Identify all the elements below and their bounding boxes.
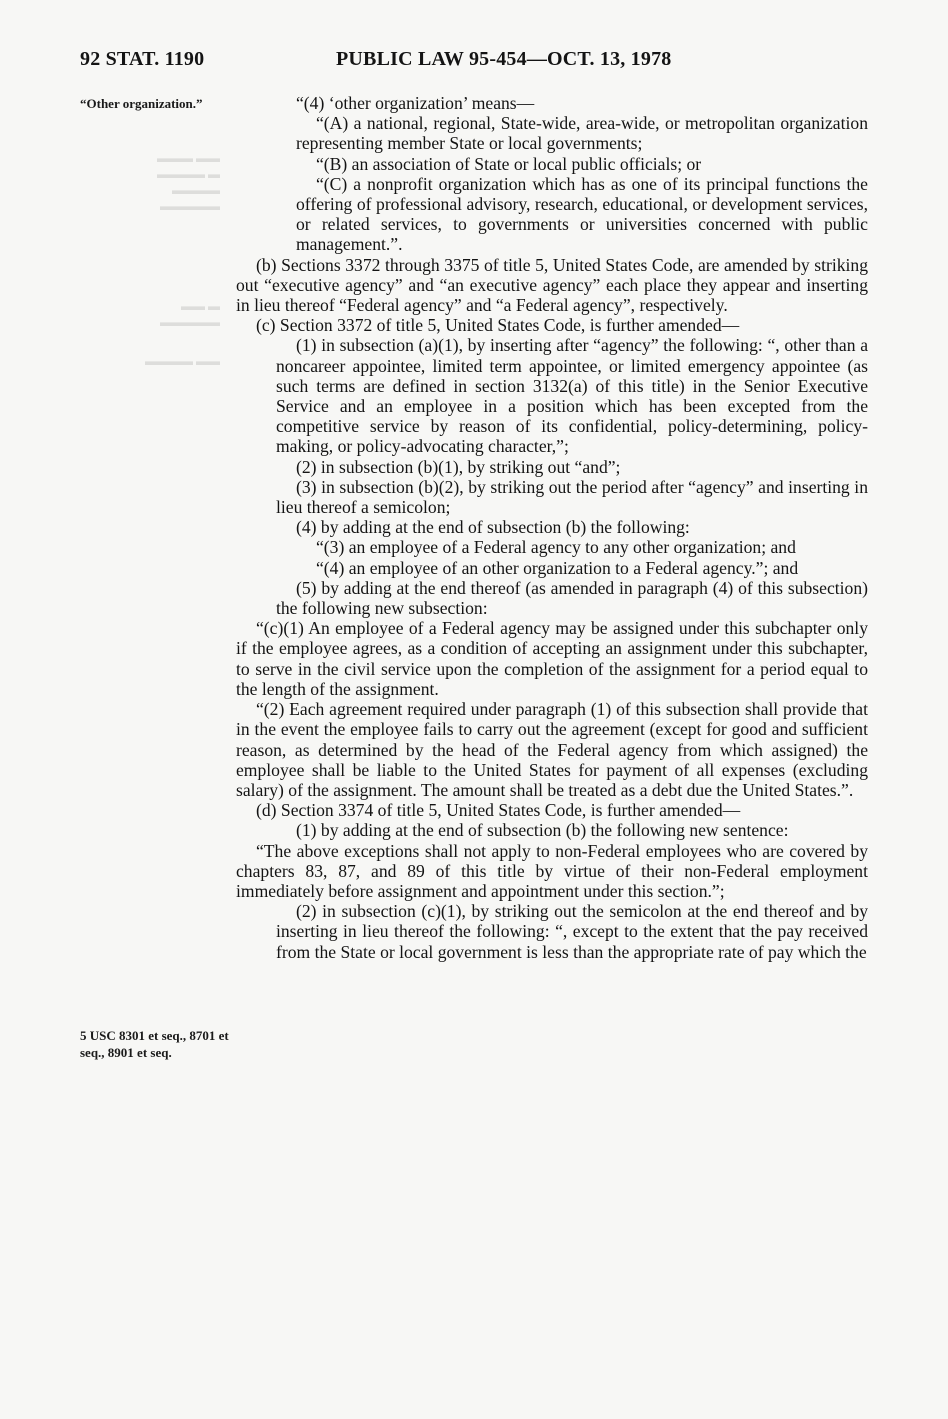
body-paragraph: (1) by adding at the end of subsection (b) the following new sentence:: [296, 820, 789, 841]
margin-note-usc-text: 5 USC 8301 et seq., 8701 et seq., 8901 et seq.: [80, 1028, 229, 1060]
body-paragraph: “(4) an employee of an other organization to a Federal agency.”; and: [316, 557, 799, 578]
body-paragraph: (4) by adding at the end of subsection (b) the following:: [296, 517, 690, 538]
statute-page-number: 92 STAT. 1190: [80, 48, 205, 70]
bleed-through-marks: ▬▬▬ ▬▬ ▬▬▬▬ ▬ ▬▬▬▬ ▬▬▬▬▬: [157, 151, 220, 213]
body-paragraph: (c) Section 3372 of title 5, United States Code, is further amended—: [256, 315, 740, 336]
body-paragraph: “The above exceptions shall not apply to non-Federal employees who are covered by chapters 83, 87, and 89 of this title by virtue of their non-Federal employment immediately before assignment and appointment under this section.”;: [236, 840, 868, 901]
body-paragraph: “(c)(1) An employee of a Federal agency may be assigned under this subchapter only if the employee agrees, as a condition of accepting an assignment under this subchapter, to serve in the civil service upon the completion of the assignment for a period equal to the length of the assignment.: [236, 618, 868, 699]
body-paragraph: “(4) ‘other organization’ means—: [296, 93, 535, 113]
page-header: [80, 48, 872, 76]
margin-note-text: “Other organization.”: [80, 96, 203, 111]
body-paragraph: “(A) a national, regional, State-wide, area-wide, or metropolitan organization representing member State or local governments;: [296, 113, 868, 154]
body-paragraph: (5) by adding at the end thereof (as amended in paragraph (4) of this subsection) the following new subsection:: [276, 577, 868, 619]
body-paragraph: “(B) an association of State or local public officials; or: [316, 153, 702, 174]
body-paragraph: (b) Sections 3372 through 3375 of title 5, United States Code, are amended by striking out “executive agency” and “an executive agency” each place they appear and inserting in lieu thereof “Federal agency” and “a Federal agency”, respectively.: [236, 254, 868, 316]
body-paragraph: (3) in subsection (b)(2), by striking out the period after “agency” and inserting in lieu thereof a semicolon;: [276, 476, 868, 518]
body-paragraph: (d) Section 3374 of title 5, United States Code, is further amended—: [256, 800, 741, 821]
margin-note-other-organization: [80, 95, 220, 112]
body-paragraph: “(3) an employee of a Federal agency to any other organization; and: [316, 537, 796, 558]
body-paragraph: (2) in subsection (b)(1), by striking out “and”;: [296, 456, 621, 477]
margin-note-usc-reference: [80, 1027, 230, 1061]
body-paragraph: (2) in subsection (c)(1), by striking out the semicolon at the end thereof and by inserting in lieu thereof the following: “, except to the extent that the pay received from the State or local government is less than the appropriate rate of pay which the: [276, 901, 868, 962]
bleed-through-marks-2: ▬▬ ▬ ▬▬▬▬▬: [160, 299, 220, 329]
public-law-title: PUBLIC LAW 95-454—OCT. 13, 1978: [336, 48, 672, 70]
body-paragraph: “(2) Each agreement required under paragraph (1) of this subsection shall provide that in the event the employee fails to carry out the agreement (except for good and sufficient reason, as determined by the head of the Federal agency from which assigned) the employee shall be liable to the United States for payment of all expenses (excluding salary) of the assignment. The amount shall be treated as a debt due the United States.”.: [236, 699, 868, 800]
bleed-through-marks-3: ▬▬▬▬ ▬▬: [145, 354, 220, 368]
body-paragraph: (1) in subsection (a)(1), by inserting after “agency” the following: “, other than a noncareer appointee, limited term appointee, or limited emergency appointee (as such terms are defined in section 3132(a) of this title) in the Senior Executive Service and an employee in a position which has been excepted from the competitive service by reason of its confidential, policy-determining, policy-making, or policy-advocating character,”;: [276, 335, 868, 457]
body-paragraph: “(C) a nonprofit organization which has as one of its principal functions the offering of professional advisory, research, educational, or development services, or related services, to governments or universities concerned with public management.”.: [296, 173, 868, 255]
statute-body: [236, 93, 868, 962]
